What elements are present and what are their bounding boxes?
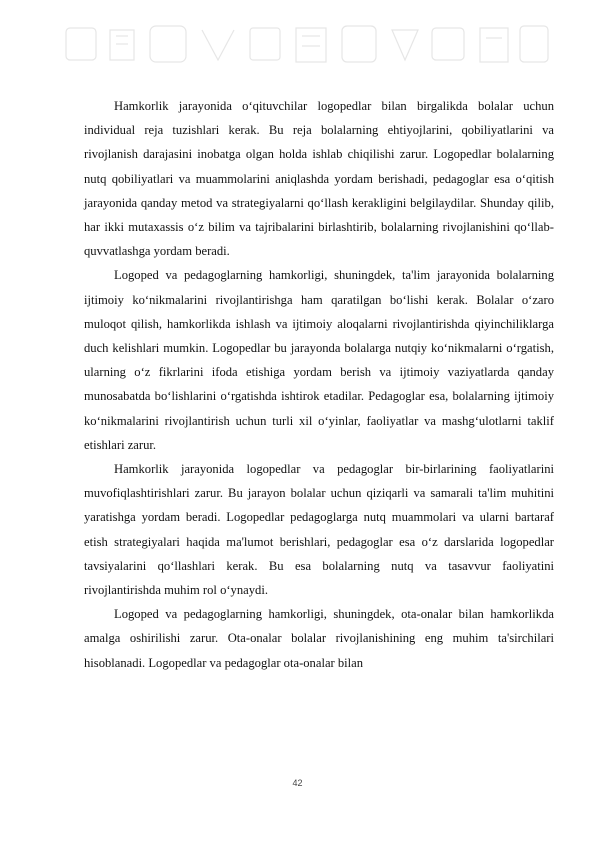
- page-number: 42: [292, 778, 303, 788]
- paragraph-4: Logoped va pedagoglarning hamkorligi, shuningdek, ota-onalar bilan hamkorlikda amalga oshirilishi zarur. Ota-onalar bolalar rivojlanishining eng muhim ta'sirchilari hisoblanadi. Logopedlar va pedagoglar ota-onalar bilan: [84, 607, 554, 670]
- document-body: [84, 94, 554, 675]
- paragraph-3: Hamkorlik jarayonida logopedlar va pedagoglar bir-birlarining faoliyatlarini muvofiqlashtirishlari zarur. Bu jarayon bolalar uchun qiziqarli va samarali ta'lim muhitini yaratishga yordam beradi. Logopedlar pedagoglarga nutq muammolari va ularni bartaraf etish strategiyalari haqida ma'lumot berishlari, pedagoglar esa o‘z darslarida logopedlar tavsiyalarini qo‘llashlari kerak. Bu esa bolalarning nutq va tasavvur faoliyatini rivojlantirishda muhim rol o‘ynaydi.: [84, 462, 554, 598]
- paragraph-1: Hamkorlik jarayonida o‘qituvchilar logopedlar bilan birgalikda bolalar uchun individual reja tuzishlari kerak. Bu reja bolalarning ehtiyojlarini, qobiliyatlarini va rivojlanish darajasini inobatga olgan holda ishlab chiqilishi zarur. Logopedlar bolalarning nutq qobiliyatlari va muammolarini aniqlashda yordam berishadi, pedagoglar esa o‘qitish jarayonida qanday metod va strategiyalarni qo‘llash kerakligini belgilaydilar. Shunday qilib, har ikki mutaxassis o‘z bilim va tajribalarini birlashtirib, bolalarning rivojlanishini qo‘llab-quvvatlashga yordam beradi.: [84, 99, 554, 259]
- paragraph-2: Logoped va pedagoglarning hamkorligi, shuningdek, ta'lim jarayonida bolalarning ijtimoiy ko‘nikmalarini rivojlantirishga ham qaratilgan bo‘lishi kerak. Bolalar o‘zaro muloqot qilish, hamkorlikda ishlash va ijtimoiy aloqalarni rivojlantirishda qiyinchiliklarga duch kelishlari mumkin. Logopedlar bu jarayonda bolalarga nutqiy ko‘nikmalarni o‘rgatish, ularning o‘z fikrlarini ifoda etishiga yordam berish va ijtimoiy vaziyatlarda qanday munosabatda bo‘lishlarini o‘rgatishda ishtirok etadilar. Pedagoglar esa, bolalarning ijtimoiy ko‘nikmalarini rivojlantirish uchun turli xil o‘yinlar, faoliyatlar va mashg‘ulotlarni taklif etishlari zarur.: [84, 268, 554, 452]
